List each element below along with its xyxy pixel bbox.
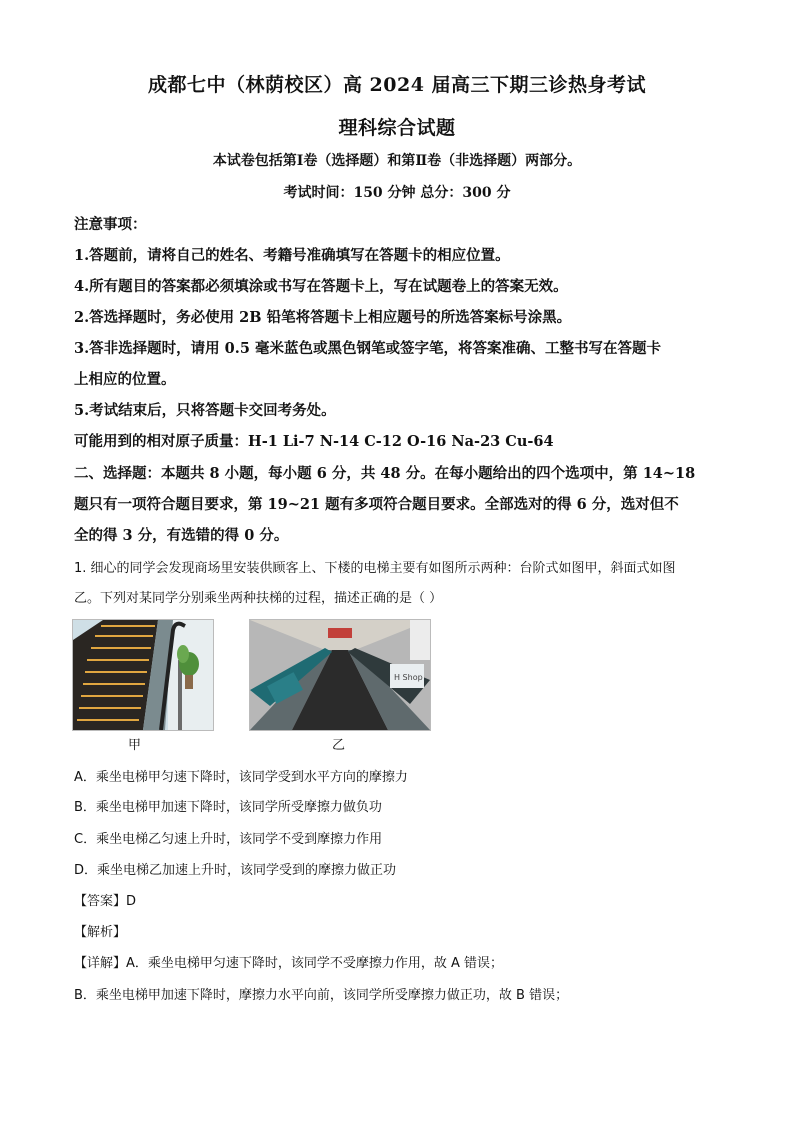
notice-item: 5.考试结束后，只将答题卡交回考务处。 — [74, 402, 336, 419]
notice-item: 1.答题前，请将自己的姓名、考籍号准确填写在答题卡的相应位置。 — [74, 247, 510, 264]
question-stem: 乙。下列对某同学分别乘坐两种扶梯的过程，描述正确的是（ ） — [74, 591, 443, 606]
notice-item: 4.所有题目的答案都必须填涂或书写在答题卡上，写在试题卷上的答案无效。 — [74, 278, 568, 295]
atomic-mass-line: 可能用到的相对原子质量：H-1 Li-7 N-14 C-12 O-16 Na-23 Cu-64 — [74, 433, 554, 450]
escalator-slope-photo — [249, 619, 431, 731]
exam-info-parts: 本试卷包括第Ⅰ卷（选择题）和第Ⅱ卷（非选择题）两部分。 — [212, 153, 582, 169]
question-stem: 1. 细心的同学会发现商场里安装供顾客上、下楼的电梯主要有如图所示两种：台阶式如图甲，斜面式如图 — [74, 561, 676, 576]
figure-label-jia: 甲 — [128, 738, 142, 753]
section-instruction: 全的得 3 分，有选错的得 0 分。 — [74, 527, 289, 544]
notice-item: 上相应的位置。 — [74, 371, 176, 388]
exam-title: 成都七中（林荫校区）高 2024 届高三下期三诊热身考试 — [147, 74, 647, 96]
notice-item: 2.答选择题时，务必使用 2B 铅笔将答题卡上相应题号的所选答案标号涂黑。 — [74, 309, 572, 326]
section-instruction: 二、选择题：本题共 8 小题，每小题 6 分，共 48 分。在每小题给出的四个选项中，第 14~18 — [74, 465, 696, 482]
escalator-step-illustration — [73, 620, 213, 730]
option-a: A．乘坐电梯甲匀速下降时，该同学受到水平方向的摩擦力 — [74, 770, 408, 785]
section-instruction: 题只有一项符合题目要求，第 19~21 题有多项符合题目要求。全部选对的得 6 分，选对但不 — [74, 496, 679, 513]
notice-item: 3.答非选择题时，请用 0.5 毫米蓝色或黑色钢笔或签字笔，将答案准确、工整书写在答题卡 — [74, 340, 661, 357]
option-c: C．乘坐电梯乙匀速上升时，该同学不受到摩擦力作用 — [74, 832, 383, 847]
answer-line: 【答案】D — [74, 894, 137, 909]
exam-info-time: 考试时间：150 分钟 总分：300 分 — [283, 185, 511, 201]
figure-label-yi: 乙 — [332, 738, 346, 753]
analysis-heading: 【解析】 — [74, 925, 127, 940]
exam-subtitle: 理科综合试题 — [338, 117, 456, 139]
notice-heading: 注意事项： — [74, 216, 147, 233]
walkway-shop-sign: H Shop — [394, 673, 423, 682]
detail-line: 【详解】A．乘坐电梯甲匀速下降时，该同学不受摩擦力作用，故 A 错误； — [74, 956, 504, 971]
option-b: B．乘坐电梯甲加速下降时，该同学所受摩擦力做负功 — [74, 800, 382, 815]
moving-walkway-illustration — [250, 620, 430, 730]
option-d: D．乘坐电梯乙加速上升时，该同学受到的摩擦力做正功 — [74, 863, 397, 878]
escalator-step-photo — [72, 619, 214, 731]
detail-line: B．乘坐电梯甲加速下降时，摩擦力水平向前，该同学所受摩擦力做正功，故 B 错误； — [74, 988, 569, 1003]
